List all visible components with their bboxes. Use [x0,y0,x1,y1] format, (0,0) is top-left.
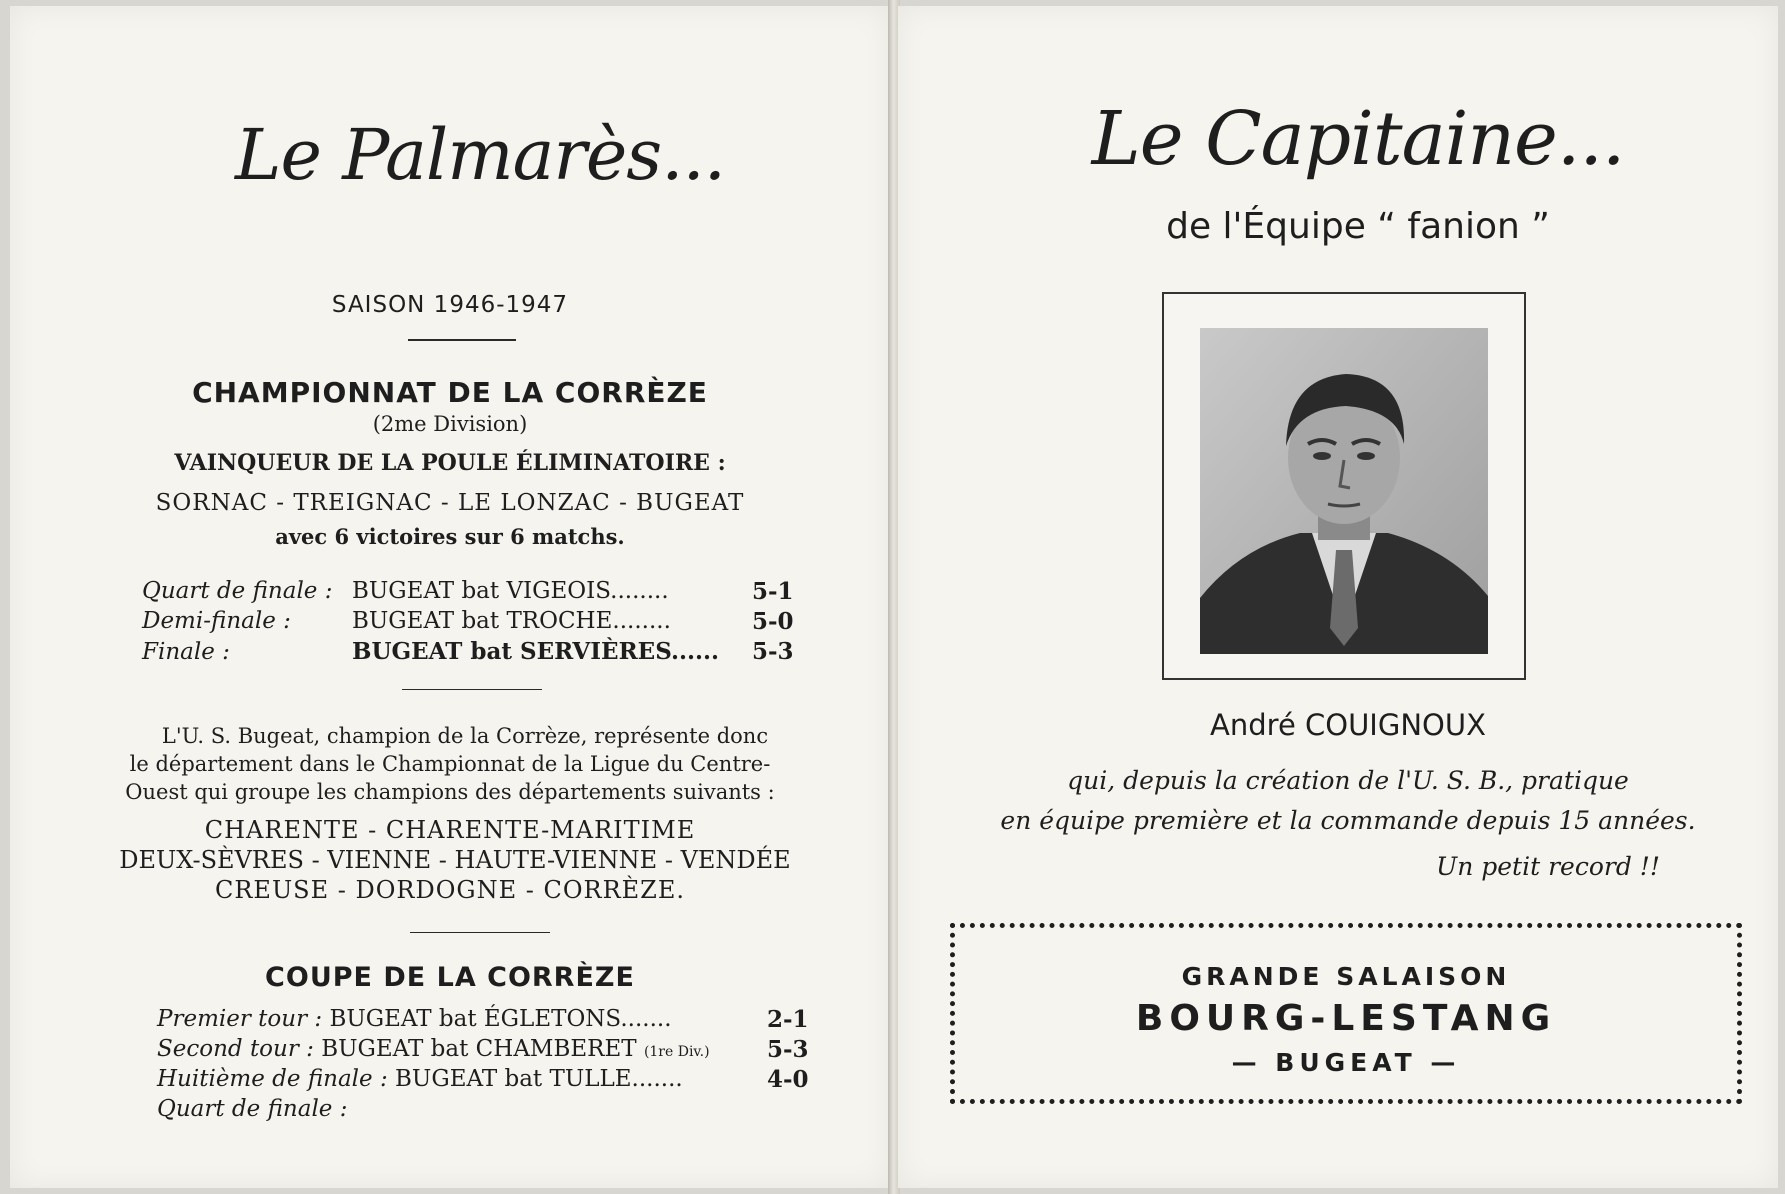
result-row [142,608,794,635]
score: 5-3 [752,638,794,665]
round-label: Huitième de finale : [157,1066,388,1092]
departments-line: DEUX-SÈVRES - VIENNE - HAUTE-VIENNE - VENDÉE [119,846,791,874]
score: 4-0 [767,1066,809,1093]
divider [402,689,542,690]
match-text: BUGEAT bat TULLE....... [395,1066,683,1092]
cup-result-row [157,1036,809,1063]
round-label: Quart de finale : [157,1096,348,1122]
season-label: SAISON 1946-1947 [331,292,569,318]
league-paragraph-line: L'U. S. Bugeat, champion de la Corrèze, représente donc [161,724,769,748]
pool-teams: SORNAC - TREIGNAC - LE LONZAC - BUGEAT [155,490,745,516]
divider [410,932,550,933]
pool-record: avec 6 victoires sur 6 matchs. [275,524,625,549]
cup-title: COUPE DE LA CORRÈZE [265,962,635,993]
championship-title: CHAMPIONNAT DE LA CORRÈZE [192,376,708,409]
palmares-title: Le Palmarès... [235,114,725,196]
advert-line: GRANDE SALAISON [1181,962,1511,991]
capitaine-title: Le Capitaine... [1091,96,1625,182]
captain-description: en équipe première et la commande depuis 15 années. [1000,806,1696,835]
cup-result-row [157,1066,809,1093]
league-paragraph-line: Ouest qui groupe les champions des départements suivants : [125,780,775,804]
round-label: Premier tour : [157,1006,323,1032]
cup-result-row [157,1006,809,1033]
match-text: BUGEAT bat ÉGLETONS....... [329,1006,672,1032]
captain-remark: Un petit record !! [1436,852,1660,881]
divider [408,339,516,341]
captain-photo-frame [1162,292,1526,680]
match-text: BUGEAT bat SERVIÈRES...... [352,638,720,665]
advertisement-box [950,923,1742,1104]
division-label: (2me Division) [372,412,528,436]
winner-heading: VAINQUEUR DE LA POULE ÉLIMINATOIRE : [174,450,726,476]
advert-town: — BUGEAT — [1231,1048,1461,1077]
right-page [898,6,1778,1188]
captain-photo [1200,328,1488,654]
result-row [142,638,794,665]
score: 5-0 [752,608,794,635]
captain-description: qui, depuis la création de l'U. S. B., pratique [1067,766,1629,795]
score: 5-3 [767,1036,809,1063]
advert-brand: BOURG-LESTANG [1135,998,1557,1039]
round-label: Finale : [142,639,230,665]
league-paragraph-line: le département dans le Championnat de la Ligue du Centre- [129,752,771,776]
score: 2-1 [767,1006,809,1033]
round-label: Second tour : [157,1036,314,1062]
portrait-illustration [1200,328,1488,654]
score: 5-1 [752,578,794,605]
result-row [142,578,794,605]
match-text: BUGEAT bat CHAMBERET [321,1036,637,1062]
match-text: BUGEAT bat TROCHE........ [352,608,671,634]
left-page [10,6,890,1188]
division-note: (1re Div.) [643,1044,710,1060]
round-label: Quart de finale : [142,578,333,604]
match-text: BUGEAT bat VIGEOIS........ [352,578,669,604]
capitaine-subtitle: de l'Équipe “ fanion ” [1166,206,1550,247]
departments-line: CREUSE - DORDOGNE - CORRÈZE. [215,876,685,904]
captain-name: André COUIGNOUX [1210,708,1486,742]
cup-result-row [157,1096,347,1122]
departments-line: CHARENTE - CHARENTE-MARITIME [204,816,696,844]
round-label: Demi-finale : [142,608,291,634]
